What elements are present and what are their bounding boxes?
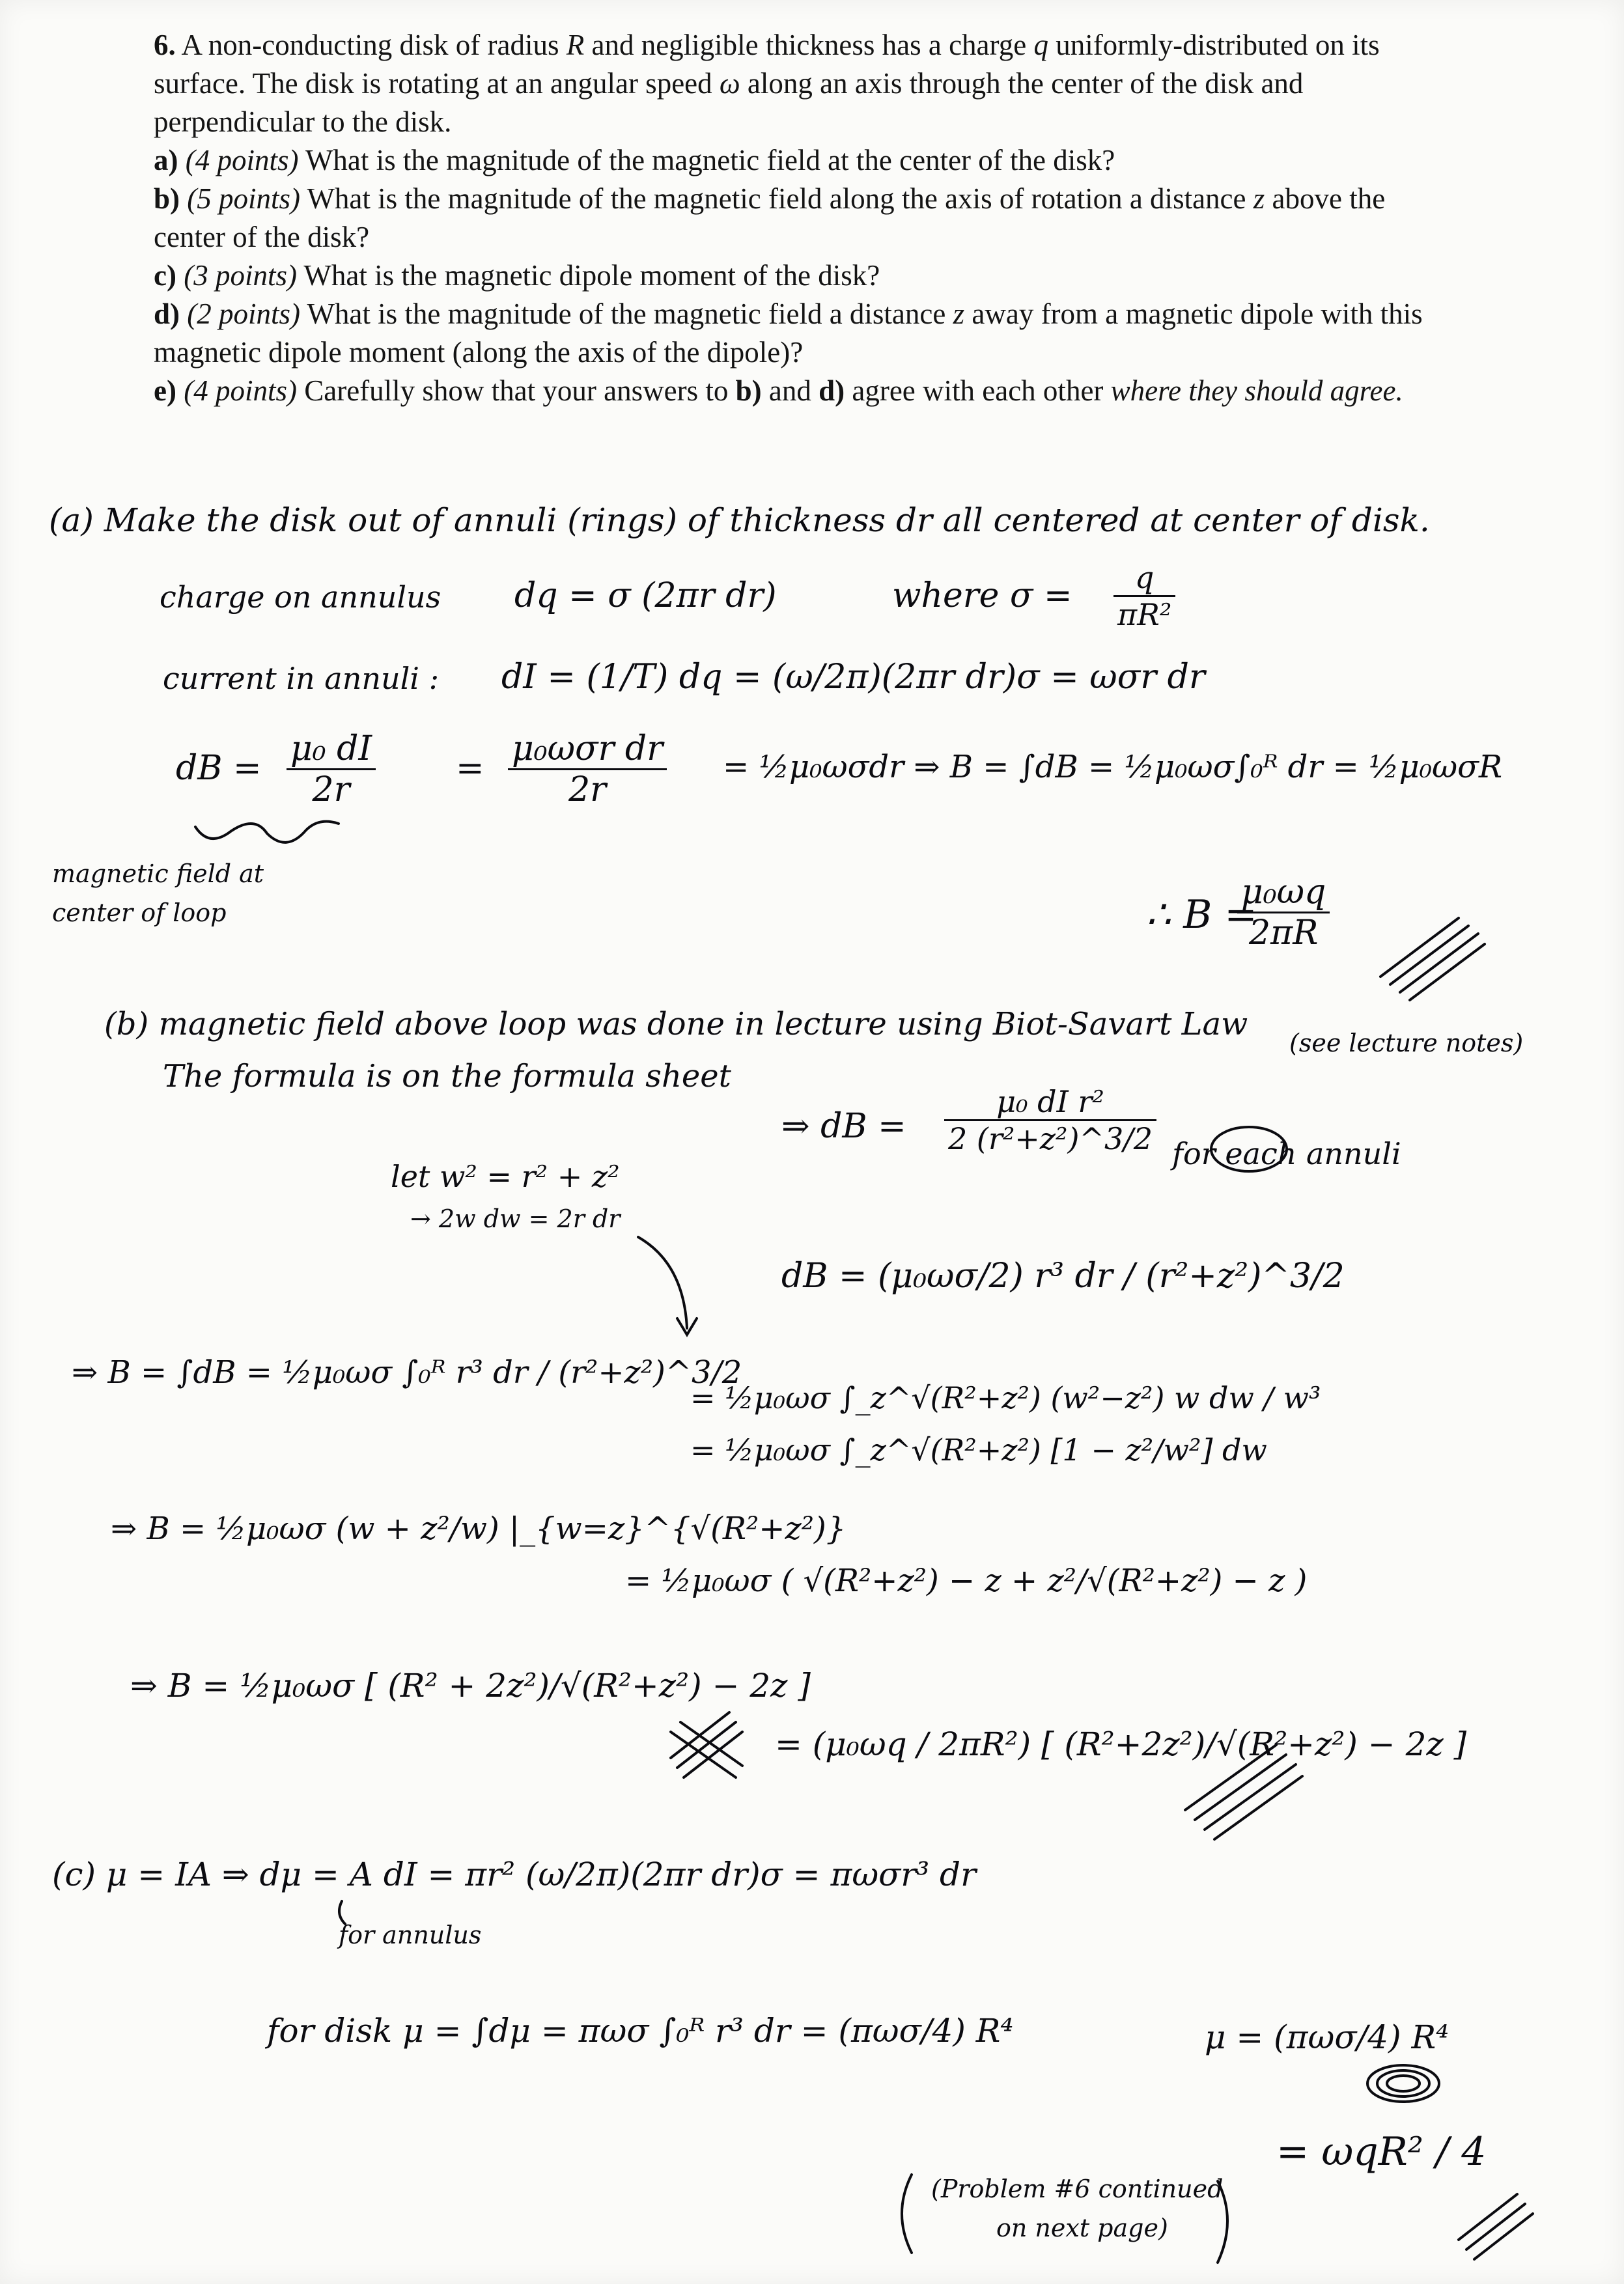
problem-number: 6. bbox=[154, 29, 176, 61]
substitution-arrow bbox=[638, 1237, 687, 1328]
dB-biot-lhs: ⇒ dB = bbox=[781, 1107, 906, 1146]
circle-each bbox=[1211, 1127, 1287, 1171]
current-equation: dI = (1/T) dq = (ω/2π)(2πr dr)σ = ωσr dr bbox=[501, 658, 1205, 697]
current-label: current in annuli : bbox=[163, 661, 440, 696]
lecture-notes-note: (see lecture notes) bbox=[1289, 1029, 1524, 1057]
final-b-1: ⇒ B = ½μ₀ωσ [ (R² + 2z²)/√(R²+z²) − 2z ] bbox=[130, 1667, 811, 1705]
evaluation-1: ⇒ B = ½μ₀ωσ (w + z²/w) |_{w=z}^{√(R²+z²)} bbox=[111, 1511, 847, 1547]
dipole-result-2: = ωqR² / 4 bbox=[1276, 2129, 1487, 2175]
sigma-where: where σ = bbox=[892, 576, 1072, 615]
scribble-mu bbox=[1367, 2065, 1439, 2102]
dB-fraction: $\frac{\text{μ₀ dI}}{2r}$ bbox=[287, 729, 376, 809]
charge-label: charge on annulus bbox=[160, 579, 441, 615]
part-c: c) (3 points) What is the magnetic dipole moment of the disk? bbox=[154, 259, 880, 292]
part-e: e) (4 points) Carefully show that your answers to b) and d) agree with each other where they should agree. bbox=[154, 374, 1403, 407]
field-at-center-integral: = ½μ₀ωσdr ⇒ B = ∫dB = ½μ₀ωσ∫₀ᴿ dr = ½μ₀ωσR bbox=[723, 749, 1503, 785]
equals-sign: = bbox=[456, 749, 484, 788]
evaluation-2: = ½μ₀ωσ ( √(R²+z²) − z + z²/√(R²+z²) − z ) bbox=[625, 1563, 1308, 1599]
solution-a-line1: (a) Make the disk out of annuli (rings) of thickness dr all centered at center of disk. bbox=[49, 501, 1430, 539]
part-a: a) (4 points) What is the magnitude of the magnetic field at the center of the disk? bbox=[154, 144, 1115, 176]
charge-equation: dq = σ (2πr dr) bbox=[514, 576, 777, 615]
problem-statement bbox=[154, 26, 1456, 410]
result-a-fraction: $\frac{\text{μ₀ωq}}{2\pi R}$ bbox=[1237, 872, 1330, 953]
for-annulus-note: for annulus bbox=[339, 1921, 482, 1949]
continued-bracket-left bbox=[902, 2175, 912, 2253]
note-field-at: magnetic field at bbox=[52, 859, 264, 888]
integral-3: = ½μ₀ωσ ∫_z^√(R²+z²) [1 − z²/w²] dw bbox=[690, 1432, 1267, 1468]
squiggle-underline bbox=[195, 822, 339, 843]
dipole-moment-line: (c) μ = IA ⇒ dμ = A dI = πr² (ω/2π)(2πr dr)σ = πωσr³ dr bbox=[52, 1856, 976, 1893]
problem-intro: 6. A non-conducting disk of radius R and negligible thickness has a charge q uniformly-distributed on its surface. The disk is rotating at an angular speed ω along an axis through the center of the disk and perpendicular to the disk. bbox=[154, 29, 1380, 138]
note-center-of-loop: center of loop bbox=[52, 898, 227, 927]
solution-b-line2: The formula is on the formula sheet bbox=[163, 1058, 731, 1094]
substitution-2: → 2w dw = 2r dr bbox=[410, 1205, 621, 1233]
part-d: d) (2 points) What is the magnitude of the magnetic field a distance z away from a magnetic dipole with this magnetic dipole moment (along the axis of the dipole)? bbox=[154, 298, 1423, 369]
integral-2: = ½μ₀ωσ ∫_z^√(R²+z²) (w²−z²) w dw / w³ bbox=[690, 1380, 1321, 1415]
continued-bracket-right bbox=[1218, 2181, 1227, 2263]
result-a-lhs: ∴ B = bbox=[1146, 892, 1257, 938]
sigma-fraction: $\frac{q}{\text{πR²}}$ bbox=[1113, 560, 1175, 632]
part-b: b) (5 points) What is the magnitude of the magnetic field along the axis of rotation a distance z above the center of the disk? bbox=[154, 182, 1386, 253]
continued-note-1: (Problem #6 continued bbox=[931, 2175, 1224, 2203]
dipole-disk-integral: for disk μ = ∫dμ = πωσ ∫₀ᴿ r³ dr = (πωσ/4) R⁴ bbox=[267, 2012, 1014, 2050]
dipole-result-1: μ = (πωσ/4) R⁴ bbox=[1205, 2018, 1449, 2056]
dB-lhs: dB = bbox=[176, 749, 262, 788]
continued-note-2: on next page) bbox=[996, 2214, 1168, 2242]
integral-1: ⇒ B = ∫dB = ½μ₀ωσ ∫₀ᴿ r³ dr / (r²+z²)^3/2 bbox=[72, 1354, 742, 1391]
brace-annulus bbox=[339, 1901, 345, 1924]
hatch-mark-b1 bbox=[671, 1712, 742, 1777]
dB-annulus: dB = (μ₀ωσ/2) r³ dr / (r²+z²)^3/2 bbox=[781, 1257, 1345, 1296]
final-b-2: = (μ₀ωq / 2πR²) [ (R²+2z²)/√(R²+z²) − 2z ] bbox=[775, 1725, 1467, 1763]
dB-fraction-2: $\frac{\text{μ₀ωσr dr}}{2r}$ bbox=[508, 729, 667, 809]
dB-biot-fraction: $\frac{\text{μ₀ dI r²}}{\text{2 (r²+z²)\textasciicircum{}3/2}}$ bbox=[944, 1084, 1156, 1156]
for-each-annuli: for each annuli bbox=[1172, 1136, 1401, 1171]
hatch-mark-c bbox=[1459, 2194, 1533, 2259]
hatch-mark-a bbox=[1380, 918, 1485, 1000]
hatch-mark-b2 bbox=[1185, 1745, 1302, 1839]
substitution-1: let w² = r² + z² bbox=[391, 1159, 620, 1194]
solution-b-line1: (b) magnetic field above loop was done in lecture using Biot-Savart Law bbox=[104, 1006, 1248, 1042]
